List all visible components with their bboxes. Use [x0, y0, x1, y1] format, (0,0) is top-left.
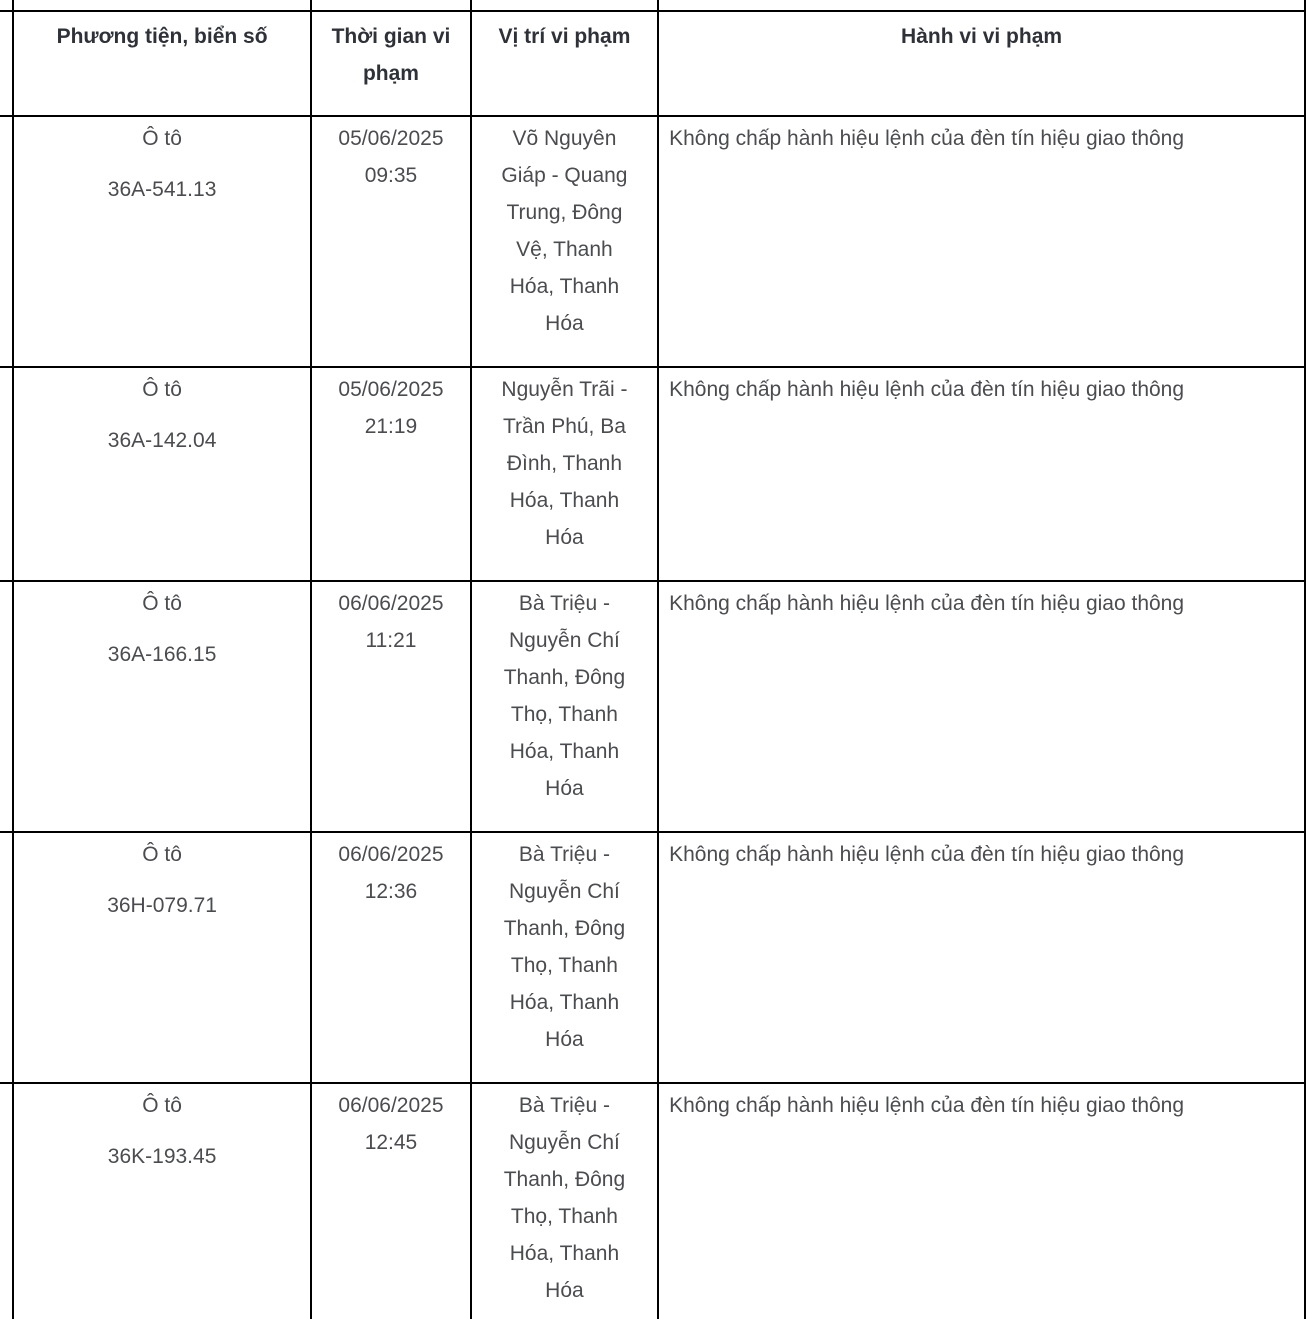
header-row: [0, 11, 1305, 116]
violation-behavior-cell: Không chấp hành hiệu lệnh của đèn tín hiệu giao thông: [658, 581, 1305, 832]
violation-time: 11:21: [365, 629, 417, 652]
violation-row: [0, 832, 1305, 1083]
license-plate: 36A-541.13: [107, 178, 217, 201]
vehicle-type: Ô tô: [142, 1094, 182, 1117]
violation-location-cell: Nguyễn Trãi - Trần Phú, Ba Đình, Thanh Hóa, Thanh Hóa: [471, 367, 658, 581]
license-plate: 36A-142.04: [107, 429, 217, 452]
violation-behavior-cell: Không chấp hành hiệu lệnh của đèn tín hiệu giao thông: [658, 1083, 1305, 1319]
clipped-cell: [0, 581, 13, 832]
violation-time: 12:36: [364, 880, 418, 903]
vehicle-type: Ô tô: [142, 127, 182, 150]
clipped-cell: [0, 116, 13, 367]
clipped-cell: [0, 1083, 13, 1319]
clipped-cell: [13, 0, 311, 11]
violation-row: [0, 581, 1305, 832]
license-plate: 36K-193.45: [107, 1145, 217, 1168]
license-plate: 36A-166.15: [107, 643, 217, 666]
vehicle-plate-cell: [13, 581, 311, 832]
vehicle-plate-cell: [13, 832, 311, 1083]
violation-time-cell: [311, 1083, 471, 1319]
violation-time-cell: [311, 367, 471, 581]
violation-row: [0, 116, 1305, 367]
violation-location-cell: Võ Nguyên Giáp - Quang Trung, Đông Vệ, Thanh Hóa, Thanh Hóa: [471, 116, 658, 367]
violation-date: 05/06/2025: [338, 127, 444, 150]
clipped-cell: [658, 0, 1305, 11]
vehicle-plate-cell: [13, 367, 311, 581]
violation-time: 21:19: [364, 415, 418, 438]
clipped-cell: [471, 0, 658, 11]
violation-location-cell: Bà Triệu - Nguyễn Chí Thanh, Đông Thọ, Thanh Hóa, Thanh Hóa: [471, 832, 658, 1083]
column-header-violation-time: Thời gian vi phạm: [311, 11, 471, 116]
violation-time-cell: [311, 832, 471, 1083]
violation-row: [0, 367, 1305, 581]
column-header-violation-location: Vị trí vi phạm: [471, 11, 658, 116]
violation-behavior-cell: Không chấp hành hiệu lệnh của đèn tín hiệu giao thông: [658, 367, 1305, 581]
vehicle-type: Ô tô: [142, 592, 182, 615]
violation-date: 06/06/2025: [338, 843, 444, 866]
violation-time-cell: [311, 581, 471, 832]
violation-location-cell: Bà Triệu - Nguyễn Chí Thanh, Đông Thọ, Thanh Hóa, Thanh Hóa: [471, 581, 658, 832]
clipped-top-row: [0, 0, 1305, 11]
violation-behavior-cell: Không chấp hành hiệu lệnh của đèn tín hiệu giao thông: [658, 116, 1305, 367]
violation-time: 12:45: [364, 1131, 418, 1154]
vehicle-plate-cell: [13, 1083, 311, 1319]
license-plate: 36H-079.71: [107, 894, 217, 917]
column-header-vehicle-plate: Phương tiện, biển số: [13, 11, 311, 116]
clipped-cell: [0, 0, 13, 11]
column-header-clipped: [0, 11, 13, 116]
vehicle-plate-cell: [13, 116, 311, 367]
violation-location-cell: Bà Triệu - Nguyễn Chí Thanh, Đông Thọ, Thanh Hóa, Thanh Hóa: [471, 1083, 658, 1319]
table-body: [0, 116, 1305, 1319]
violation-behavior-cell: Không chấp hành hiệu lệnh của đèn tín hiệu giao thông: [658, 832, 1305, 1083]
clipped-cell: [0, 367, 13, 581]
violation-date: 06/06/2025: [338, 592, 444, 615]
violation-date: 05/06/2025: [338, 378, 444, 401]
clipped-cell: [311, 0, 471, 11]
vehicle-type: Ô tô: [142, 378, 182, 401]
violation-time: 09:35: [364, 164, 418, 187]
vehicle-type: Ô tô: [142, 843, 182, 866]
violation-row: [0, 1083, 1305, 1319]
clipped-cell: [0, 832, 13, 1083]
violation-time-cell: [311, 116, 471, 367]
column-header-violation-behavior: Hành vi vi phạm: [658, 11, 1305, 116]
violation-date: 06/06/2025: [338, 1094, 444, 1117]
